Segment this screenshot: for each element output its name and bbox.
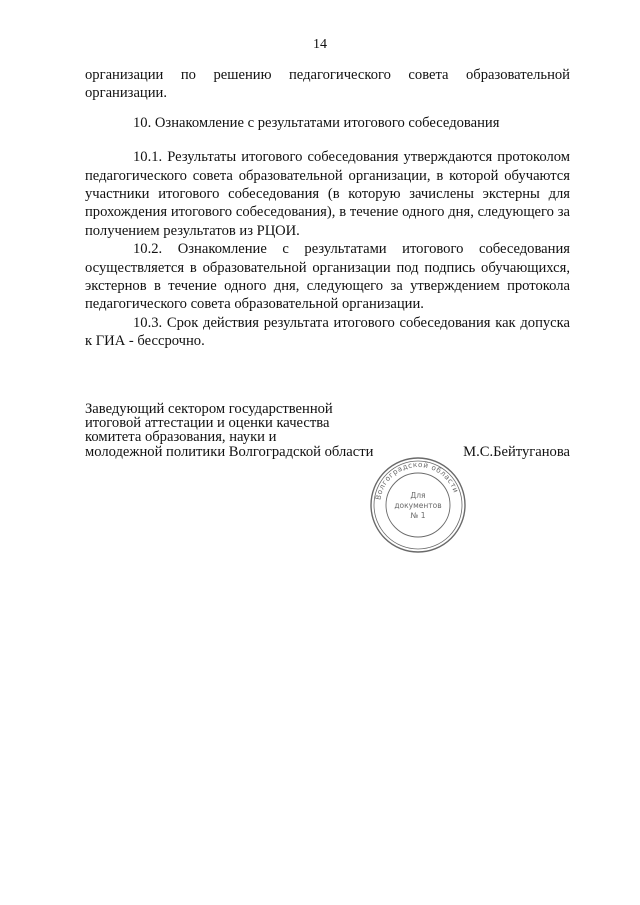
section-heading: 10. Ознакомление с результатами итогового собеседования bbox=[133, 114, 500, 131]
paragraph-10-1: 10.1. Результаты итогового собеседования утверждаются протоколом педагогического совета образовательной организации, в которой обучаются участники итогового собеседования (в которую зачислены экстерны для прохождения итогового собеседования), в течение одного дня, следующего за получением результатов из РЦОИ. bbox=[85, 149, 570, 239]
intro-paragraph: организации по решению педагогического совета образовательной организации. bbox=[85, 67, 570, 102]
official-stamp bbox=[368, 455, 468, 555]
signature-last-row bbox=[85, 445, 570, 459]
paragraph-10-2: 10.2. Ознакомление с результатами итогового собеседования осуществляется в образовательной организации под подпись обучающихся, экстернов в течение одного дня, следующего за утверждением протокола педагогического совета образовательной организации. bbox=[85, 241, 570, 313]
signature-title-line-1: Заведующий сектором государственной bbox=[85, 401, 333, 417]
stamp-center-line-1: Для bbox=[410, 491, 426, 500]
page-number: 14 bbox=[313, 37, 327, 52]
signature-title-line-3: комитета образования, науки и bbox=[85, 429, 277, 446]
stamp-center-line-2: документов bbox=[394, 501, 442, 510]
signature-title-line-4: молодежной политики Волгоградской области bbox=[85, 443, 374, 460]
document-body bbox=[85, 66, 570, 351]
signature-title-line-2: итоговой аттестации и оценки качества bbox=[85, 415, 330, 432]
stamp-center-line-3: № 1 bbox=[410, 511, 426, 520]
stamp-seal-icon bbox=[368, 455, 468, 555]
paragraph-10-3: 10.3. Срок действия результата итогового собеседования как допуска к ГИА - бессрочно. bbox=[85, 314, 570, 350]
signature-block bbox=[85, 402, 570, 459]
stamp-ring-text: Волгоградской области bbox=[373, 459, 461, 501]
signer-name: М.С.Бейтуганова bbox=[463, 443, 570, 460]
